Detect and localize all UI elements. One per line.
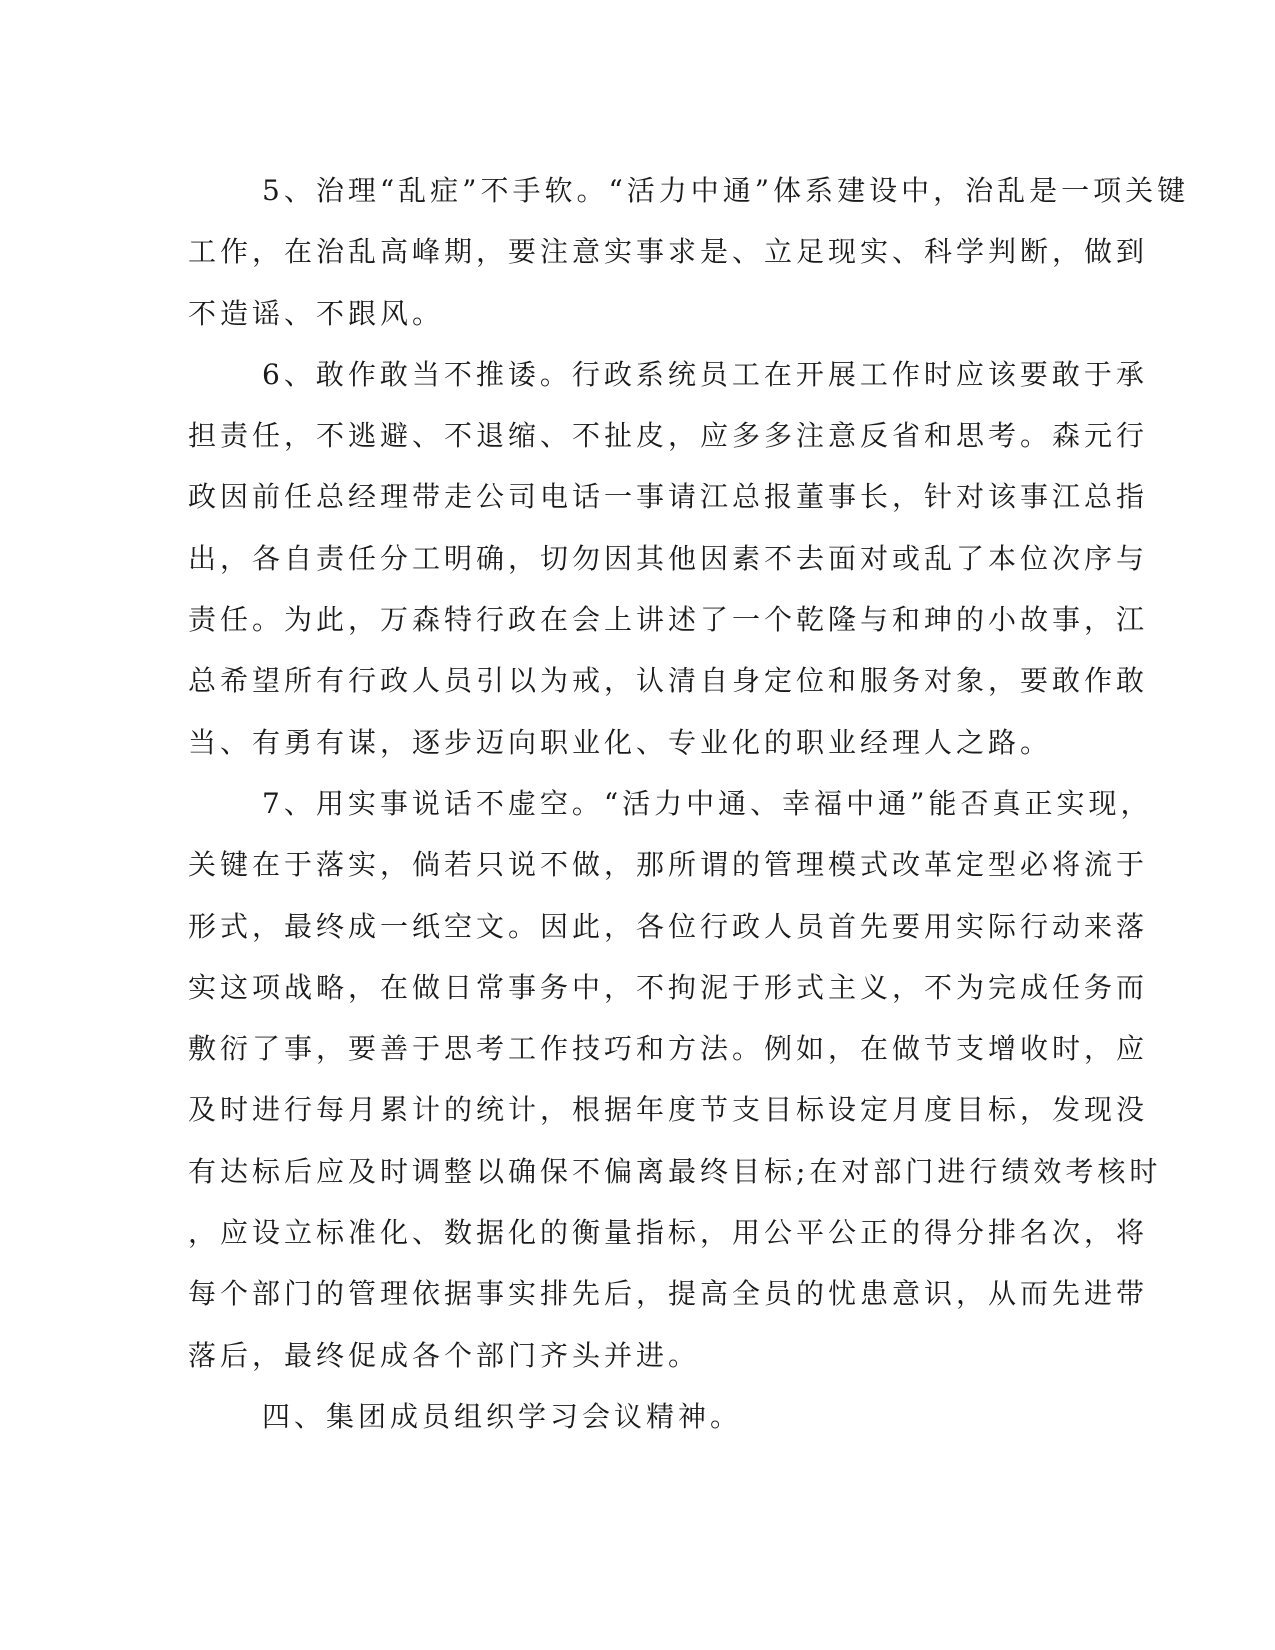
text-line: 关键在于落实，倘若只说不做，那所谓的管理模式改革定型必将流于: [188, 848, 1149, 882]
text-line: 5、治理“乱症”不手软。“活力中通”体系建设中，治乱是一项关键: [262, 174, 1190, 207]
text-line: 实这项战略，在做日常事务中，不拘泥于形式主义，不为完成任务而: [188, 970, 1149, 1004]
text-line: 6、敢作敢当不推诿。行政系统员工在开展工作时应该要敢于承: [262, 357, 1148, 391]
paragraph-item-7: [188, 773, 1162, 1386]
text-line: 责任。为此，万森特行政在会上讲述了一个乾隆与和珅的小故事，江: [188, 603, 1149, 637]
text-line: 有达标后应及时调整以确保不偏离最终目标;在对部门进行绩效考核时: [188, 1154, 1162, 1188]
text-line: 工作，在治乱高峰期，要注意实事求是、立足现实、科学判断，做到: [188, 235, 1149, 269]
paragraph-item-5: [188, 160, 1190, 344]
text-line: 不造谣、不跟风。: [188, 296, 445, 330]
text-line: 落后，最终促成各个部门齐头并进。: [188, 1338, 701, 1372]
text-line: 形式，最终成一纸空文。因此，各位行政人员首先要用实际行动来落: [188, 909, 1149, 943]
text-line: 政因前任总经理带走公司电话一事请江总报董事长，针对该事江总指: [188, 480, 1149, 514]
text-line: 敷衍了事，要善于思考工作技巧和方法。例如，在做节支增收时，应: [188, 1032, 1149, 1066]
text-line: 每个部门的管理依据事实排先后，提高全员的忧患意识，从而先进带: [188, 1277, 1149, 1311]
text-line: 当、有勇有谋，逐步迈向职业化、专业化的职业经理人之路。: [188, 725, 1053, 759]
text-line: 及时进行每月累计的统计，根据年度节支目标设定月度目标，发现没: [188, 1093, 1149, 1127]
paragraph-item-6: [188, 344, 1149, 773]
text-line: 出，各自责任分工明确，切勿因其他因素不去面对或乱了本位次序与: [188, 541, 1149, 575]
section-heading-4: [188, 1386, 1078, 1447]
text-line: ，应设立标准化、数据化的衡量指标，用公平公正的得分排名次，将: [188, 1216, 1149, 1250]
text-line: 总希望所有行政人员引以为戒，认清自身定位和服务对象，要敢作敢: [188, 664, 1149, 698]
text-line: 7、用实事说话不虚空。“活力中通、幸福中通”能否真正实现，: [262, 786, 1153, 820]
document-body: [188, 160, 1190, 1447]
text-line: 四、集团成员组织学习会议精神。: [262, 1399, 743, 1433]
text-line: 担责任，不逃避、不退缩、不扯皮，应多多注意反省和思考。森元行: [188, 419, 1149, 453]
